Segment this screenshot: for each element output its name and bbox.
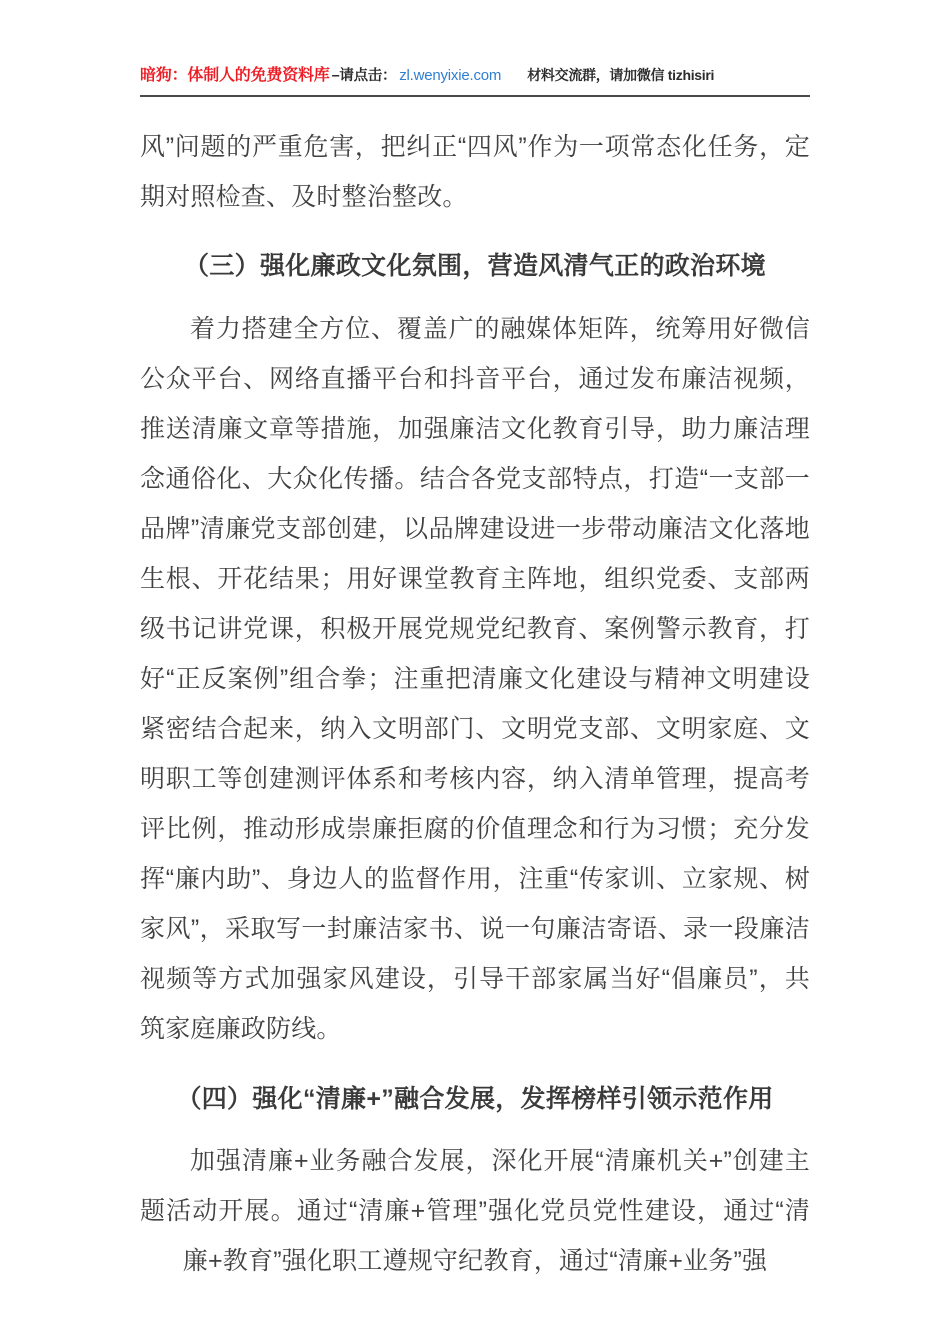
spacer [140,1124,810,1136]
header-divider-rule [140,95,810,97]
section-heading-three: （三）强化廉政文化氛围，营造风清气正的政治环境 [184,252,766,280]
section-heading-four: （四）强化“清廉+”融合发展，发挥榜样引领示范作用 [176,1085,774,1113]
continued-paragraph: 风”问题的严重危害，把纠正“四风”作为一项常态化任务，定期对照检查、及时整治整改。 [140,133,810,211]
promo-url-link[interactable]: zl.wenyixie.com [399,67,502,84]
document-body [140,122,810,1286]
spacer [140,222,810,241]
section-four-paragraph: 加强清廉+业务融合发展，深化开展“清廉机关+”创建主题活动开展。通过“清廉+管理”强化党员党性建设，通过“清廉+教育”强化职工遵规守纪教育，通过“清廉+业务”强 [140,1147,810,1275]
promo-click-prompt: –请点击： [331,68,397,84]
spacer [140,291,810,304]
spacer [140,1054,810,1074]
section-three-paragraph: 着力搭建全方位、覆盖广的融媒体矩阵，统筹用好微信公众平台、网络直播平台和抖音平台，通过发布廉洁视频，推送清廉文章等措施，加强廉洁文化教育引导，助力廉洁理念通俗化、大众化传播。结合各党支部特点，打造“一支部一品牌”清廉党支部创建，以品牌建设进一步带动廉洁文化落地生根、开花结果；用好课堂教育主阵地，组织党委、支部两级书记讲党课，积极开展党规党纪教育、案例警示教育，打好“正反案例”组合拳；注重把清廉文化建设与精神文明建设紧密结合起来，纳入文明部门、文明党支部、文明家庭、文明职工等创建测评体系和考核内容，纳入清单管理，提高考评比例，推动形成崇廉拒腐的价值理念和行为习惯；充分发挥“廉内助”、身边人的监督作用，注重“传家训、立家规、树家风”，采取写一封廉洁家书、说一句廉洁寄语、录一段廉洁视频等方式加强家风建设，引导干部家属当好“倡廉员”，共筑家庭廉政防线。 [140,315,810,1043]
promo-watermark-header [140,62,810,92]
promo-brand-text: 暗狗：体制人的免费资料库 [140,67,330,84]
promo-wechat-group-note: 材料交流群，请加微信 tizhisiri [527,67,715,83]
